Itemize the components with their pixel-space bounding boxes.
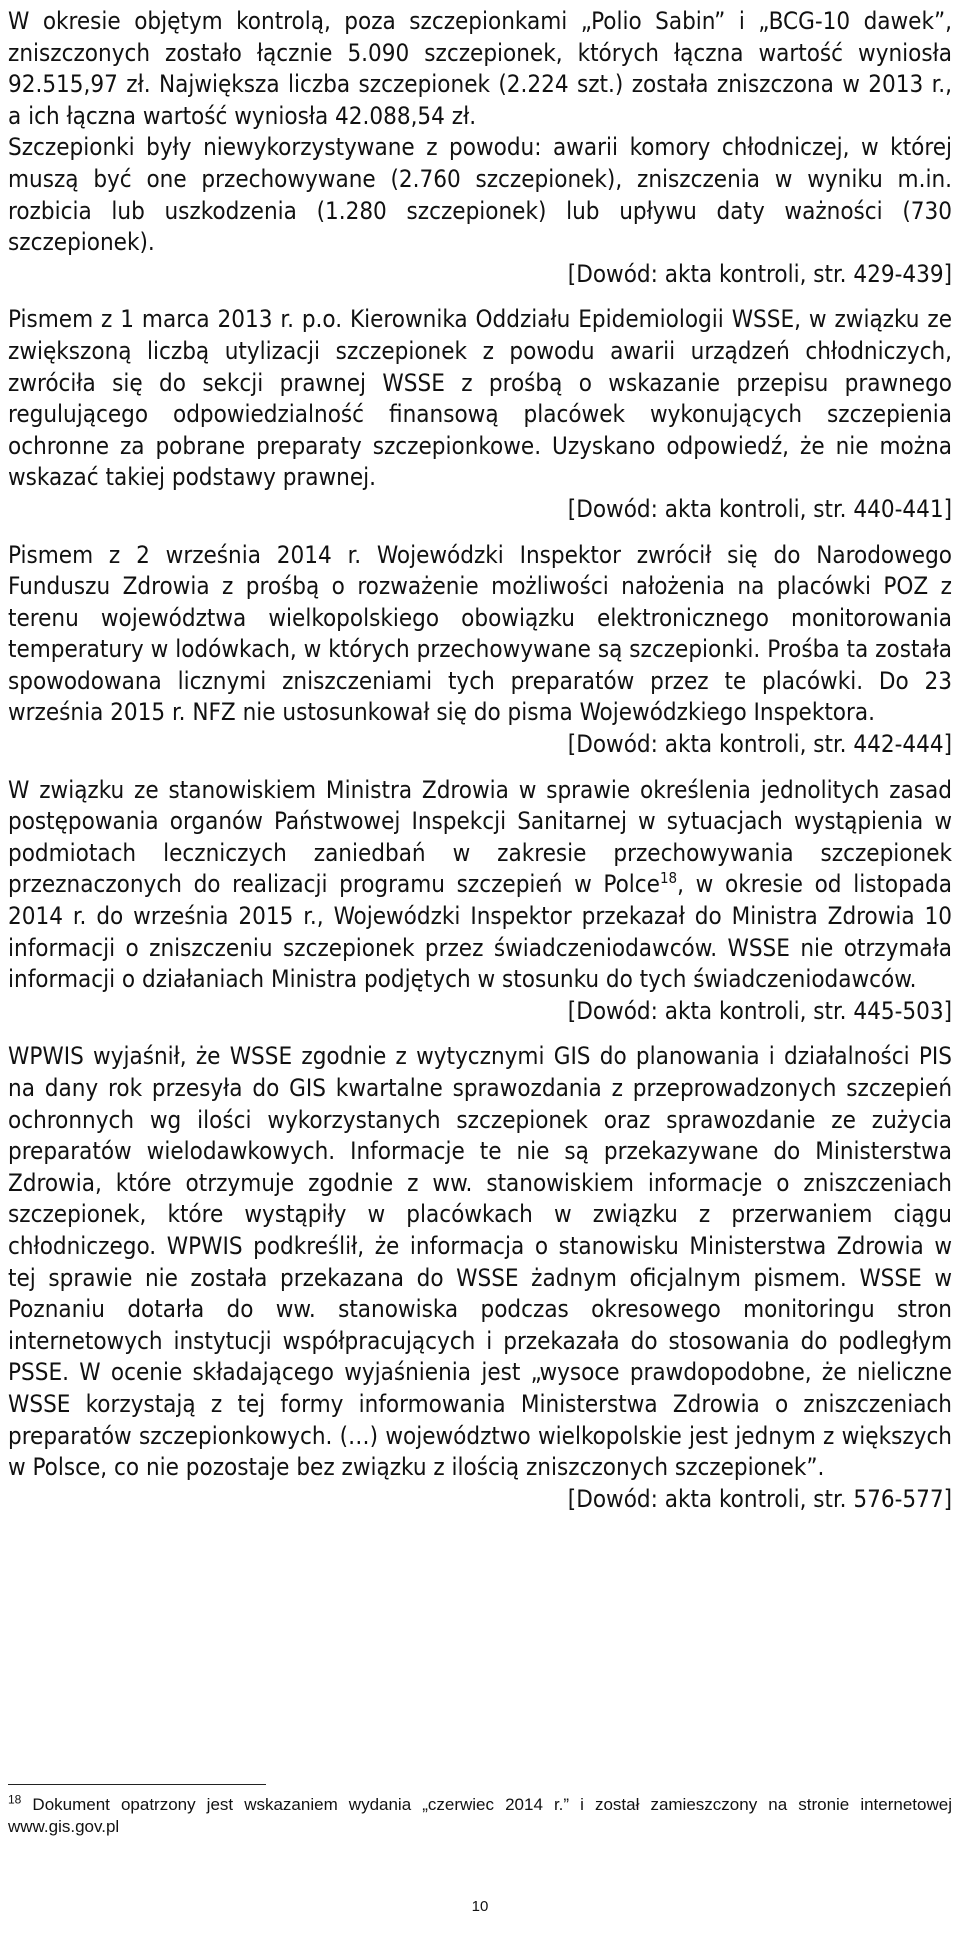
paragraph-minister-position: [8, 775, 952, 996]
paragraph-wpwis-explanation: WPWIS wyjaśnił, że WSSE zgodnie z wytycznymi GIS do planowania i działalności PIS na dany rok przesyła do GIS kwartalne sprawozdania z przeprowadzonych szczepień ochronnych wg ilości wykorzystanych szczepionek oraz sprawozdanie ze zużycia preparatów wielodawkowych. Informacje te nie są przekazywane do Ministerstwa Zdrowia, które otrzymuje zgodnie z ww. stanowiskiem informacje o zniszczeniach szczepionek, które wystąpiły w placówkach w związku z przerwaniem ciągu chłodniczego. WPWIS podkreślił, że informacja o stanowisku Ministerstwa Zdrowia w tej sprawie nie została przekazana do WSSE żadnym oficjalnym pismem. WSSE w Poznaniu dotarła do ww. stanowiska podczas okresowego monitoringu stron internetowych instytucji współpracujących i przekazała do stosowania do podległym PSSE. W ocenie składającego wyjaśnienia jest „wysoce prawdopodobne, że nieliczne WSSE korzystają z tej formy informowania Ministerstwa Zdrowia o zniszczeniach preparatów szczepionkowych. (…) województwo wielkopolskie jest jednym z większych w Polsce, co nie pozostaje bez związku z ilością zniszczonych szczepionek”.: [8, 1042, 952, 1482]
paragraph-letter-2013: Pismem z 1 marca 2013 r. p.o. Kierownika Oddziału Epidemiologii WSSE, w związku ze zwiększoną liczbą utylizacji szczepionek z powodu awarii urządzeń chłodniczych, zwróciła się do sekcji prawnej WSSE z prośbą o wskazanie przepisu prawnego regulującego odpowiedzialność finansową placówek wykonujących szczepienia ochronne za pobrane preparaty szczepionkowe. Uzyskano odpowiedź, że nie można wskazać takiej podstawy prawnej.: [8, 305, 952, 492]
footnote-divider: [8, 1784, 266, 1785]
footnote-text: Dokument opatrzony jest wskazaniem wydania „czerwiec 2014 r.” i został zamieszczony na stronie internetowej www.gis.gov.pl: [8, 1795, 952, 1836]
paragraph-reasons: Szczepionki były niewykorzystywane z powodu: awarii komory chłodniczej, w której muszą być one przechowywane (2.760 szczepionek), zniszczenia w wyniku m.in. rozbicia lub uszkodzenia (1.280 szczepionek) lub upływu daty ważności (730 szczepionek).: [8, 133, 952, 257]
evidence-reference: [Dowód: akta kontroli, str. 576-577]: [567, 1484, 952, 1513]
evidence-reference: [Dowód: akta kontroli, str. 442-444]: [567, 730, 952, 759]
evidence-reference: [Dowód: akta kontroli, str. 429-439]: [567, 259, 952, 288]
paragraph-text-part: , w okresie od listopada 2014 r. do września 2015 r., Wojewódzki Inspektor przekazał do Ministra Zdrowia 10 informacji o zniszczeniu szczepionek przez świadczeniodawców. WSSE nie otrzymała informacji o działaniach Ministra podjętych w stosunku do tych świadczeniodawców.: [8, 870, 952, 994]
page-number: 10: [471, 1898, 489, 1915]
evidence-reference: [Dowód: akta kontroli, str. 445-503]: [567, 996, 952, 1025]
footnote-marker: 18: [659, 869, 678, 888]
footnote-number: 18: [8, 1792, 22, 1807]
paragraph-text-part: W związku ze stanowiskiem Ministra Zdrowia w sprawie określenia jednolitych zasad postępowania organów Państwowej Inspekcji Sanitarnej w sytuacjach wystąpienia w podmiotach leczniczych zaniedbań w zakresie przechowywania szczepionek przeznaczonych do realizacji programu szczepień w Polce: [8, 775, 952, 899]
paragraph-vaccine-losses: W okresie objętym kontrolą, poza szczepionkami „Polio Sabin” i „BCG-10 dawek”, zniszczonych zostało łącznie 5.090 szczepionek, których łączna wartość wyniosła 92.515,97 zł. Największa liczba szczepionek (2.224 szt.) została zniszczona w 2013 r., a ich łączna wartość wyniosła 42.088,54 zł.: [8, 7, 952, 130]
evidence-reference: [Dowód: akta kontroli, str. 440-441]: [567, 494, 952, 523]
footnote: [8, 1794, 952, 1838]
paragraph-letter-2014: Pismem z 2 września 2014 r. Wojewódzki Inspektor zwrócił się do Narodowego Funduszu Zdrowia z prośbą o rozważenie możliwości nałożenia na placówki POZ z terenu województwa wielkopolskiego obowiązku elektronicznego monitorowania temperatury w lodówkach, w których przechowywane są szczepionki. Prośba ta została spowodowana licznymi zniszczeniami tych preparatów przez te placówki. Do 23 września 2015 r. NFZ nie ustosunkował się do pisma Wojewódzkiego Inspektora.: [8, 540, 952, 727]
